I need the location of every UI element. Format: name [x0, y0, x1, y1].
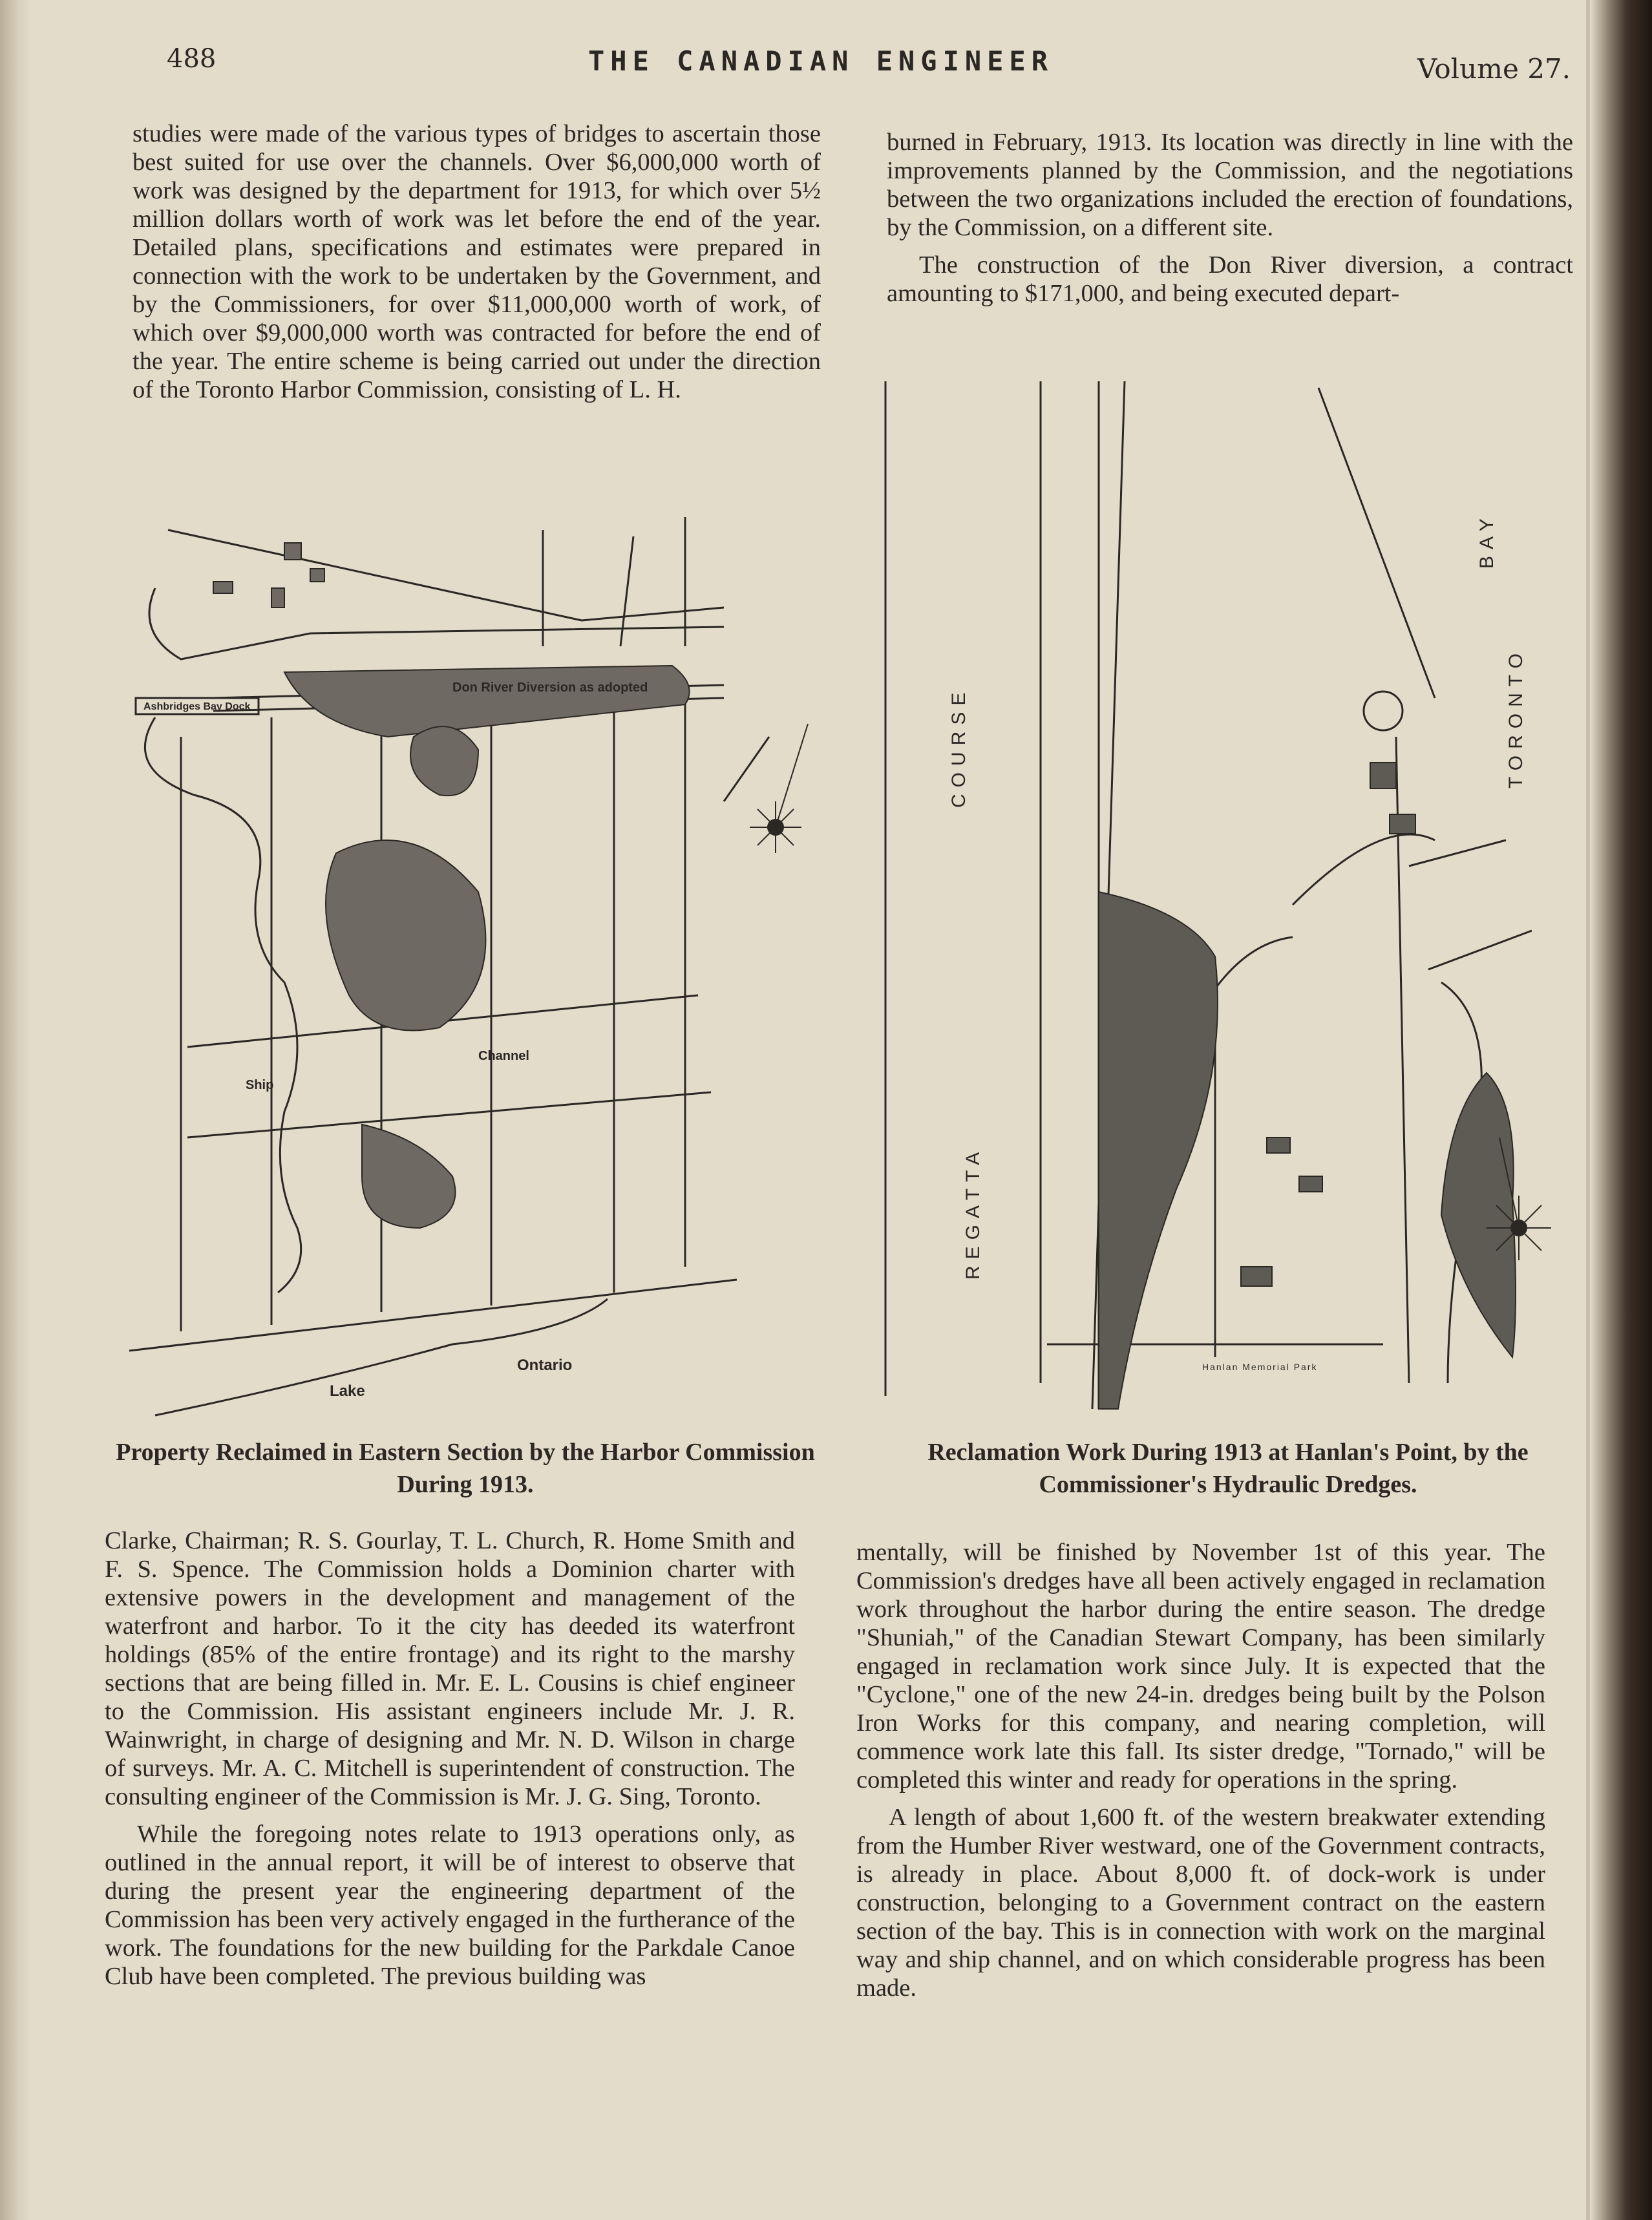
eastern-section-map [116, 491, 814, 1435]
map-label-regatta: REGATTA [962, 1145, 984, 1280]
body-paragraph: While the foregoing notes relate to 1913 operations only, as outlined in the annual report, it will be of interest to observe that during the present year the engineering department of the Commission has been very actively engaged in the furtherance of the work. The foundations for the new building for the Parkdale Canoe Club have been completed. The previous building was [105, 1821, 795, 1990]
body-paragraph: mentally, will be finished by November 1st of this year. The Commission's dredges have all been actively engaged in reclamation work throughout the harbor during the entire season. The dredge "Shuniah," of the Canadian Stewart Company, has been similarly engaged in reclamation work since July. It is expected that the "Cyclone," one of the new 24-in. dredges being built by the Polson Iron Works for this company, and nearing completion, will commence work late this fall. Its sister dredge, "Tornado," will be completed this winter and ready for operations in the spring. [856, 1539, 1545, 1793]
hanlans-point-map [879, 375, 1577, 1435]
map-label-lake: Lake [330, 1382, 365, 1400]
figure-caption-right: Reclamation Work During 1913 at Hanlan's Point, by the Commissioner's Hydraulic Dredges. [927, 1439, 1529, 1498]
page-number: 488 [167, 44, 217, 74]
book-binding-right [1590, 0, 1652, 2220]
map-label-ashbridges: Ashbridges Bay Dock [143, 701, 251, 712]
map-label-channel: Channel [478, 1049, 529, 1063]
body-paragraph: studies were made of the various types of bridges to ascertain those best suited for use over the channels. Over $6,000,000 worth of work was designed by the department for 1913, for which over 5½ million dollars worth of work was let before the end of the year. Detailed plans, specifications and estimates were prepared in connection with the work to be undertaken by the Government, and by the Commissioners, for over $11,000,000 worth of work, of which over $9,000,000 worth was contracted for before the end of the year. The entire scheme is being carried out under the direction of the Toronto Harbor Commission, consisting of L. H. [132, 120, 821, 403]
figure-caption-left: Property Reclaimed in Eastern Section by the Harbor Commission During 1913. [116, 1439, 815, 1498]
body-paragraph: burned in February, 1913. Its location was directly in line with the improvements planned by the Commission, and the negotiations between the two organizations included the erection of foundations, by the Commission, on a different site. [887, 129, 1573, 241]
map-label-don-river: Don River Diversion as adopted [452, 681, 648, 695]
right-column-bottom [856, 1538, 1545, 2002]
volume-label: Volume 27. [1417, 53, 1571, 85]
map-label-ship: Ship [246, 1078, 274, 1092]
book-gutter-left [0, 0, 31, 2220]
map-label-course: COURSE [948, 686, 969, 808]
right-column-top [887, 128, 1573, 308]
body-paragraph: The construction of the Don River diversion, a contract amounting to $171,000, and being executed depart- [887, 251, 1573, 307]
journal-title: THE CANADIAN ENGINEER [588, 45, 1054, 77]
map-label-toronto: TORONTO [1505, 647, 1527, 788]
map-label-park: Hanlan Memorial Park [1202, 1362, 1318, 1372]
map-label-bay: BAY [1476, 512, 1498, 569]
body-paragraph: A length of about 1,600 ft. of the western breakwater extending from the Humber River westward, one of the Government contracts, is already in place. About 8,000 ft. of dock-work is under construction, belonging to a Government contract on the eastern section of the bay. This is in connection with work on the marginal way and ship channel, and on which considerable progress has been made. [856, 1804, 1545, 2002]
page-header [136, 40, 1571, 85]
left-column-top [132, 120, 821, 404]
left-column-bottom [105, 1527, 795, 1991]
body-paragraph: Clarke, Chairman; R. S. Gourlay, T. L. Church, R. Home Smith and F. S. Spence. The Commission holds a Dominion charter with extensive powers in the development and management of the waterfront and harbor. To it the city has deeded its waterfront holdings (85% of the entire frontage) and its right to the marshy sections that are being filled in. Mr. E. L. Cousins is chief engineer to the Commission. His assistant engineers include Mr. J. R. Wainwright, in charge of designing and Mr. N. D. Wilson in charge of surveys. Mr. A. C. Mitchell is superintendent of construction. The consulting engineer of the Commission is Mr. J. G. Sing, Toronto. [105, 1527, 795, 1810]
map-label-ontario: Ontario [517, 1357, 573, 1374]
